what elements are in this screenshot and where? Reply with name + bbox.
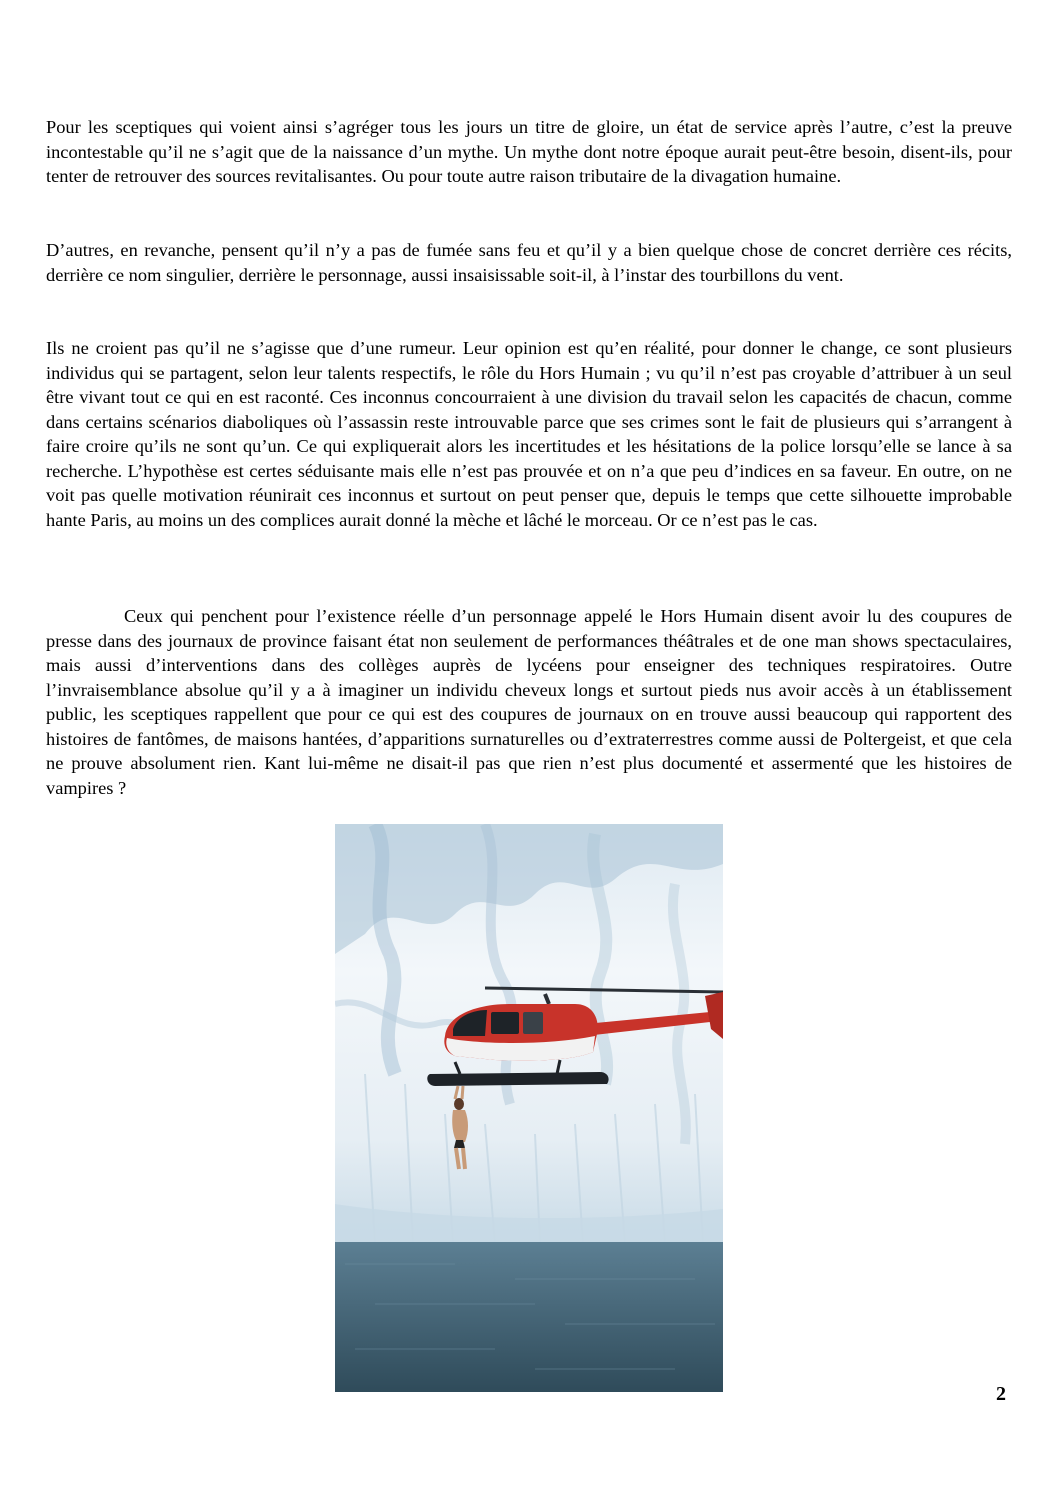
- helicopter-photo: [335, 824, 723, 1392]
- paragraph-3: Ils ne croient pas qu’il ne s’agisse que d’une rumeur. Leur opinion est qu’en réalité, pour donner le change, ce sont plusieurs individus qui se partagent, selon leur talents respectifs, le rôle du Hors Humain ; vu qu’il n’est pas croyable d’attribuer à un seul être vivant tout ce qui en est raconté. Ces inconnus concourraient à une division du travail selon les capacités de chacun, comme dans certains scénarios diaboliques où l’assassin reste introuvable parce que ses crimes sont le fait de plusieurs qui s’arrangent à faire croire qu’ils ne sont qu’un. Ce qui expliquerait alors les incertitudes et les hésitations de la police lorsqu’elle se lance à sa recherche. L’hypothèse est certes séduisante mais elle n’est pas prouvée et on n’a que peu d’indices en sa faveur. En outre, on ne voit pas quelle motivation réunirait ces inconnus et surtout on peut penser que, depuis le temps que cette silhouette improbable hante Paris, au moins un des complices aurait donné la mèche et lâché le morceau. Or ce n’est pas le cas.: [46, 338, 1012, 530]
- paragraph-1: Pour les sceptiques qui voient ainsi s’agréger tous les jours un titre de gloire, un état de service après l’autre, c’est la preuve incontestable qu’il ne s’agit que de la naissance d’un mythe. Un mythe dont notre époque aurait peut-être besoin, disent-ils, pour tenter de retrouver des sources revitalisantes. Ou pour toute autre raison tributaire de la divagation humaine.: [46, 117, 1012, 186]
- helicopter-float: [427, 1072, 608, 1086]
- paragraph-2: D’autres, en revanche, pensent qu’il n’y a pas de fumée sans feu et qu’il y a bien quelque chose de concret derrière ces récits, derrière ce nom singulier, derrière le personnage, aussi insaisissable soit-il, à l’instar des tourbillons du vent.: [46, 240, 1012, 285]
- page-number: 2: [996, 1383, 1006, 1405]
- paragraph-4: Ceux qui penchent pour l’existence réelle d’un personnage appelé le Hors Humain disent avoir lu des coupures de presse dans des journaux de province faisant état non seulement de performances théâtrales et de one man shows spectaculaires, mais aussi d’interventions dans des collèges auprès de lycéens pour enseigner des techniques respiratoires. Outre l’invraisemblance absolue qu’il y a à imaginer un individu cheveux longs et surtout pieds nus avoir accès à un établissement public, les sceptiques rappellent que pour ce qui est des coupures de journaux on en trouve aussi beaucoup qui rapportent des histoires de fantômes, de maisons hantées, d’apparitions surnaturelles ou d’extraterrestres comme aussi de Poltergeist, et que cela ne prouve absolument rien. Kant lui-même ne disait-il pas que rien n’est plus documenté et assermenté que les histoires de vampires ?: [46, 606, 1012, 798]
- helicopter-window: [491, 1012, 519, 1034]
